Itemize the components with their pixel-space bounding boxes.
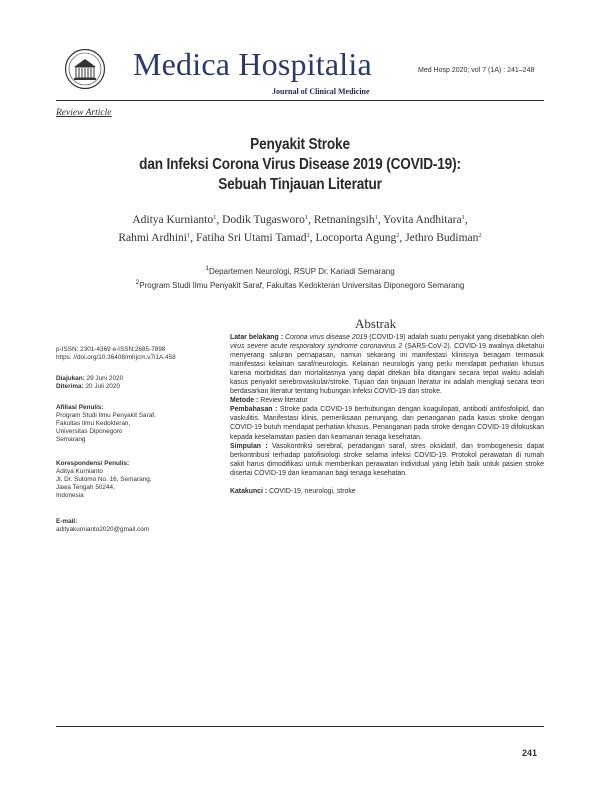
author-sup: 2 [306,232,310,239]
author-name: Retnaningsih [313,214,375,226]
title-line-3: Sebuah Tinjauan Literatur [218,176,382,193]
journal-title: Medica Hospitalia [133,46,372,82]
abstract-conclusion: Simpulan : Vasokontriksi serebral, peradangan saraf, stres oksidatif, dan trombogenesis dapat berkontribusi terhadap patofisiologi stroke selama infeksi COVID-19. Protokol perawatan di rumah sakit harus dimodifikasi untuk memberikan perawatan individual yang lebih baik untuk pasien stroke disertai COVID-19 dan keamanan bagi tenaga kesehatan. [230,442,544,477]
affiliation-text: Program Studi Ilmu Penyakit Saraf, [56,412,156,419]
email-label: E-mail: [56,518,78,525]
author-name: Rahmi Ardhini [118,232,187,244]
abstract-background: Latar belakang : Corona virus disease 2019 (COVID-19) adalah suatu penyakit yang disebabkan oleh virus severe acute resporatory syndrome coronavirus 2 (SARS-CoV-2). COVID-19 awalnya diketahui menyerang saluran pernapasan, namun sekarang ini manifestasi klinisnya beragam termasuk manifestasi kelainan saraf/neurologis. Kelainan neurologis yang perlu mendapat perhatian khusus karena morbiditas dan mortalitasnya yang dapat ditekan bila ditangani secara tepat waktu adalah kasus penyakit serebrovaskular/stroke. Tujuan dari tinjauan literatur ini adalah mengkaji secara teori berdasarkan literatur tentang hubungan infeksi COVID-19 dan stroke. [230,334,544,396]
title-line-1: Penyakit Stroke [250,136,350,153]
author-sup: 1 [304,214,309,221]
correspondence-label: Korespondensi Penulis: [56,460,130,467]
abstract-keywords: Katakunci : COVID-19, neurologi, stroke [230,487,356,495]
journal-logo-icon [64,48,106,90]
author-name: Aditya Kurnianto [132,214,214,226]
author-sup: 2 [478,232,482,239]
submitted-date: Diajukan: 29 Juni 2020 [56,375,124,382]
correspondence-text: Jawa Tengah 50244, [56,484,115,491]
affiliation-text: Universitas Diponegoro [56,428,123,435]
journal-subtitle: Journal of Clinical Medicine [272,87,370,96]
correspondence-text: Aditya Kurnianto [56,468,103,475]
author-name: Dodik Tugasworo [222,214,305,226]
email-link[interactable]: adityakurnianto2020@gmail.com [56,526,150,533]
affiliation-2: $^2$Program Studi Ilmu Penyakit Saraf, Fakultas Kedokteran Universitas Diponegoro Semarang [135,279,465,290]
affiliation-text: Semarang [56,436,86,443]
page-number: 241 [522,748,538,758]
doi-link[interactable]: https: //doi.org/10.36408/mhjcm.v7i1A.458 [56,354,176,361]
author-sup: 1 [187,232,191,239]
header-divider [56,100,544,101]
article-type: Review Article [56,108,112,118]
author-name: Yovita Andhitara [383,214,462,226]
abstract-discussion: Pembahasan : Stroke pada COVID-19 berhubungan dengan koagulopati, antibodi antifosfolipid, dan vaskulitis. Manifestasi klinis, pemeriksaan penunjang, dan penanganan pada kasus stroke dengan COVID-19 butuh mendapat perhatian khusus. Penanganan pada stroke dengan COVID-19 difokuskan kepada keselamatan pasien dan keamanan tenaga kesehatan. [230,406,544,441]
author-sup: 1 [374,214,378,221]
citation: Med Hosp 2020; vol 7 (1A) : 241–248 [418,67,535,74]
author-sup: 1 [213,214,217,221]
abstract-heading: Abstrak [355,316,397,331]
title-line-2: dan Infeksi Corona Virus Disease 2019 (COVID-19): [139,156,461,173]
accepted-date: Diterima: 20 Juli 2020 [56,383,120,390]
correspondence-text: Jl. Dr. Sutomo No. 16, Semarang, [56,476,152,483]
affiliation-label: Afiliasi Penulis: [56,404,104,411]
affiliation-text: Fakultas Ilmu Kedokteran, [56,420,131,427]
author-line-1: Aditya Kurnianto$^1$, Dodik Tugasworo$^1$, Retnaningsih$^1$, Yovita Andhitara$^1$, [132,214,468,226]
abstract-body [230,333,544,496]
author-line-2: Rahmi Ardhini$^1$, Fatiha Sri Utami Tamad$^2$, Locoporta Agung$^2$, Jethro Budiman$^2$ [118,232,482,244]
author-name: Locoporta Agung [315,232,397,244]
abstract-method: Metode : Review literatur [230,397,308,405]
issn: p-ISSN: 2301-4369 e-ISSN:2685-7898 [56,346,166,353]
author-name: Fatiha Sri Utami Tamad [196,232,307,244]
author-sup: 1 [461,214,465,221]
correspondence-text: Indonesia [56,492,84,499]
footer-divider [56,726,544,727]
affiliation-1: $^1$Departemen Neurologi, RSUP Dr. Kariadi Semarang [205,265,395,276]
author-name: Jethro Budiman [405,232,479,244]
author-sup: 2 [396,232,400,239]
